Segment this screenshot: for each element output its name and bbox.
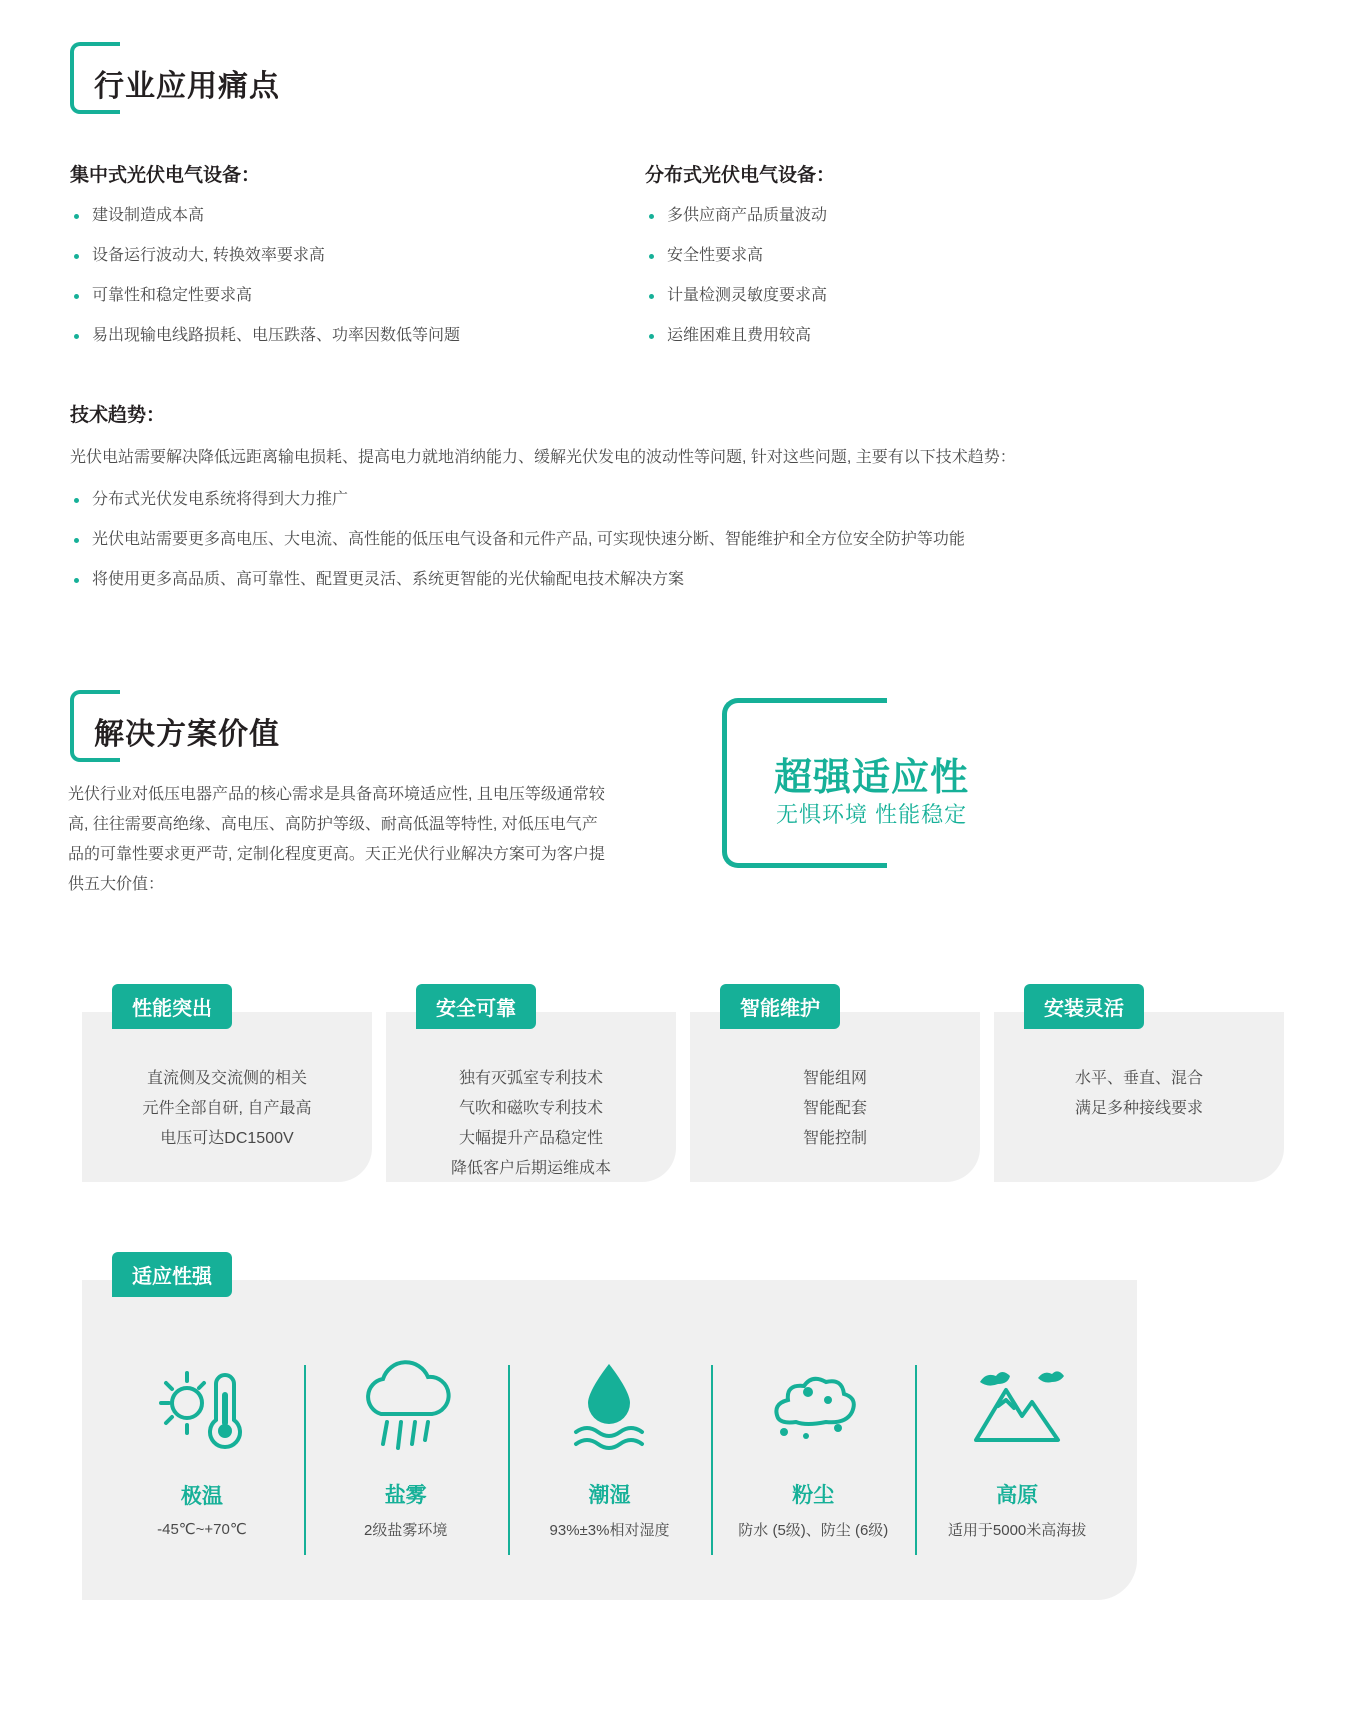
tech-trend-section [70, 400, 1280, 609]
value-card-smart-maintenance [690, 998, 980, 1182]
adaptability-item-name: 盐雾 [384, 1483, 427, 1507]
thermometer-sun-icon [106, 1352, 298, 1462]
value-card-tag: 性能突出 [112, 984, 232, 1029]
salt-spray-cloud-icon [310, 1351, 502, 1461]
value-card-tag: 安全可靠 [416, 984, 536, 1029]
card-line: 满足多种接线要求 [1074, 1100, 1203, 1117]
pain-column-centralized [70, 160, 645, 365]
list-item: 易出现输电线路损耗、电压跌落、功率因数低等问题 [70, 325, 645, 347]
card-line: 智能控制 [802, 1130, 867, 1147]
adaptability-item-desc: 防水 (5级)、防尘 (6级) [738, 1521, 889, 1539]
callout-title: 超强适应性 [774, 757, 970, 799]
list-item: 设备运行波动大, 转换效率要求高 [70, 245, 645, 267]
list-item: 将使用更多高品质、高可靠性、配置更灵活、系统更智能的光伏输配电技术解决方案 [70, 569, 1280, 591]
value-card-body [690, 1064, 980, 1154]
card-line: 元件全部自研, 自产最高 [142, 1100, 312, 1117]
solution-value-paragraph: 光伏行业对低压电器产品的核心需求是具备高环境适应性, 且电压等级通常较高, 往往需要高绝缘、高电压、高防护等级、耐高低温等特性, 对低压电气产品的可靠性要求更严苛, 定制化程度更高。天正光伏行业解决方案可为客户提供五大价值： [68, 786, 605, 893]
value-card-body [994, 1064, 1284, 1124]
value-card-performance [82, 998, 372, 1182]
solution-value-heading [70, 690, 280, 762]
adaptability-item-name: 潮湿 [588, 1483, 631, 1507]
adaptability-item-humidity [508, 1351, 712, 1540]
adaptability-item-name: 高原 [996, 1483, 1039, 1507]
mountain-plateau-icon [921, 1351, 1113, 1461]
humidity-droplet-icon [514, 1351, 706, 1461]
list-item: 多供应商产品质量波动 [645, 205, 835, 227]
tech-trend-list [70, 489, 1280, 591]
adaptability-item-name: 粉尘 [792, 1483, 835, 1507]
card-line: 水平、垂直、混合 [1074, 1070, 1203, 1087]
card-line: 独有灭弧室专利技术 [458, 1070, 603, 1087]
adaptability-item-desc: -45℃~+70℃ [157, 1521, 247, 1538]
value-card-tag: 安装灵活 [1024, 984, 1144, 1029]
adaptability-callout [722, 698, 972, 868]
pain-points-heading [70, 42, 280, 114]
list-item: 运维困难且费用较高 [645, 325, 835, 347]
tech-trend-paragraph: 光伏电站需要解决降低远距离输电损耗、提高电力就地消纳能力、缓解光伏发电的波动性等问题, 针对这些问题, 主要有以下技术趋势： [70, 449, 1016, 466]
adaptability-item-plateau [915, 1351, 1119, 1540]
list-item: 安全性要求高 [645, 245, 835, 267]
card-line: 气吹和磁吹专利技术 [458, 1100, 603, 1117]
adaptability-item-extreme-temperature [100, 1352, 304, 1538]
card-line: 智能组网 [802, 1070, 867, 1087]
solution-value-title: 解决方案价值 [94, 718, 280, 751]
adaptability-item-desc: 93%±3%相对湿度 [549, 1521, 670, 1539]
adaptability-item-salt-spray [304, 1351, 508, 1540]
adaptability-item-name: 极温 [180, 1485, 223, 1508]
value-card-body [82, 1064, 372, 1154]
adaptability-item-dust [711, 1351, 915, 1540]
tech-trend-heading: 技术趋势： [70, 405, 166, 426]
adaptability-tag: 适应性强 [112, 1252, 232, 1297]
adaptability-item-desc: 2级盐雾环境 [364, 1521, 448, 1539]
value-card-flexible-install [994, 998, 1284, 1182]
pain-column-centralized-list [70, 205, 645, 347]
value-cards [82, 998, 1284, 1182]
pain-points-title: 行业应用痛点 [94, 70, 280, 103]
dust-icon [717, 1351, 909, 1461]
value-card-body [386, 1064, 676, 1184]
card-line: 电压可达DC1500V [160, 1130, 294, 1147]
list-item: 可靠性和稳定性要求高 [70, 285, 645, 307]
card-line: 降低客户后期运维成本 [450, 1160, 611, 1177]
pain-column-distributed [645, 160, 835, 365]
value-card-safety [386, 998, 676, 1182]
adaptability-panel [82, 1266, 1137, 1600]
card-line: 智能配套 [802, 1100, 867, 1117]
adaptability-item-desc: 适用于5000米高海拔 [947, 1521, 1087, 1539]
value-card-tag: 智能维护 [720, 984, 840, 1029]
card-line: 大幅提升产品稳定性 [458, 1130, 603, 1147]
list-item: 计量检测灵敏度要求高 [645, 285, 835, 307]
callout-subtitle: 无惧环境 性能稳定 [776, 802, 968, 827]
card-line: 直流侧及交流侧的相关 [146, 1070, 307, 1087]
pain-points-content [70, 160, 1280, 365]
pain-column-centralized-heading: 集中式光伏电气设备： [70, 165, 261, 186]
pain-column-distributed-list [645, 205, 835, 347]
pain-column-distributed-heading: 分布式光伏电气设备： [645, 165, 836, 186]
list-item: 分布式光伏发电系统将得到大力推广 [70, 489, 1280, 511]
list-item: 建设制造成本高 [70, 205, 645, 227]
list-item: 光伏电站需要更多高电压、大电流、高性能的低压电气设备和元件产品, 可实现快速分断、智能维护和全方位安全防护等功能 [70, 529, 1280, 551]
